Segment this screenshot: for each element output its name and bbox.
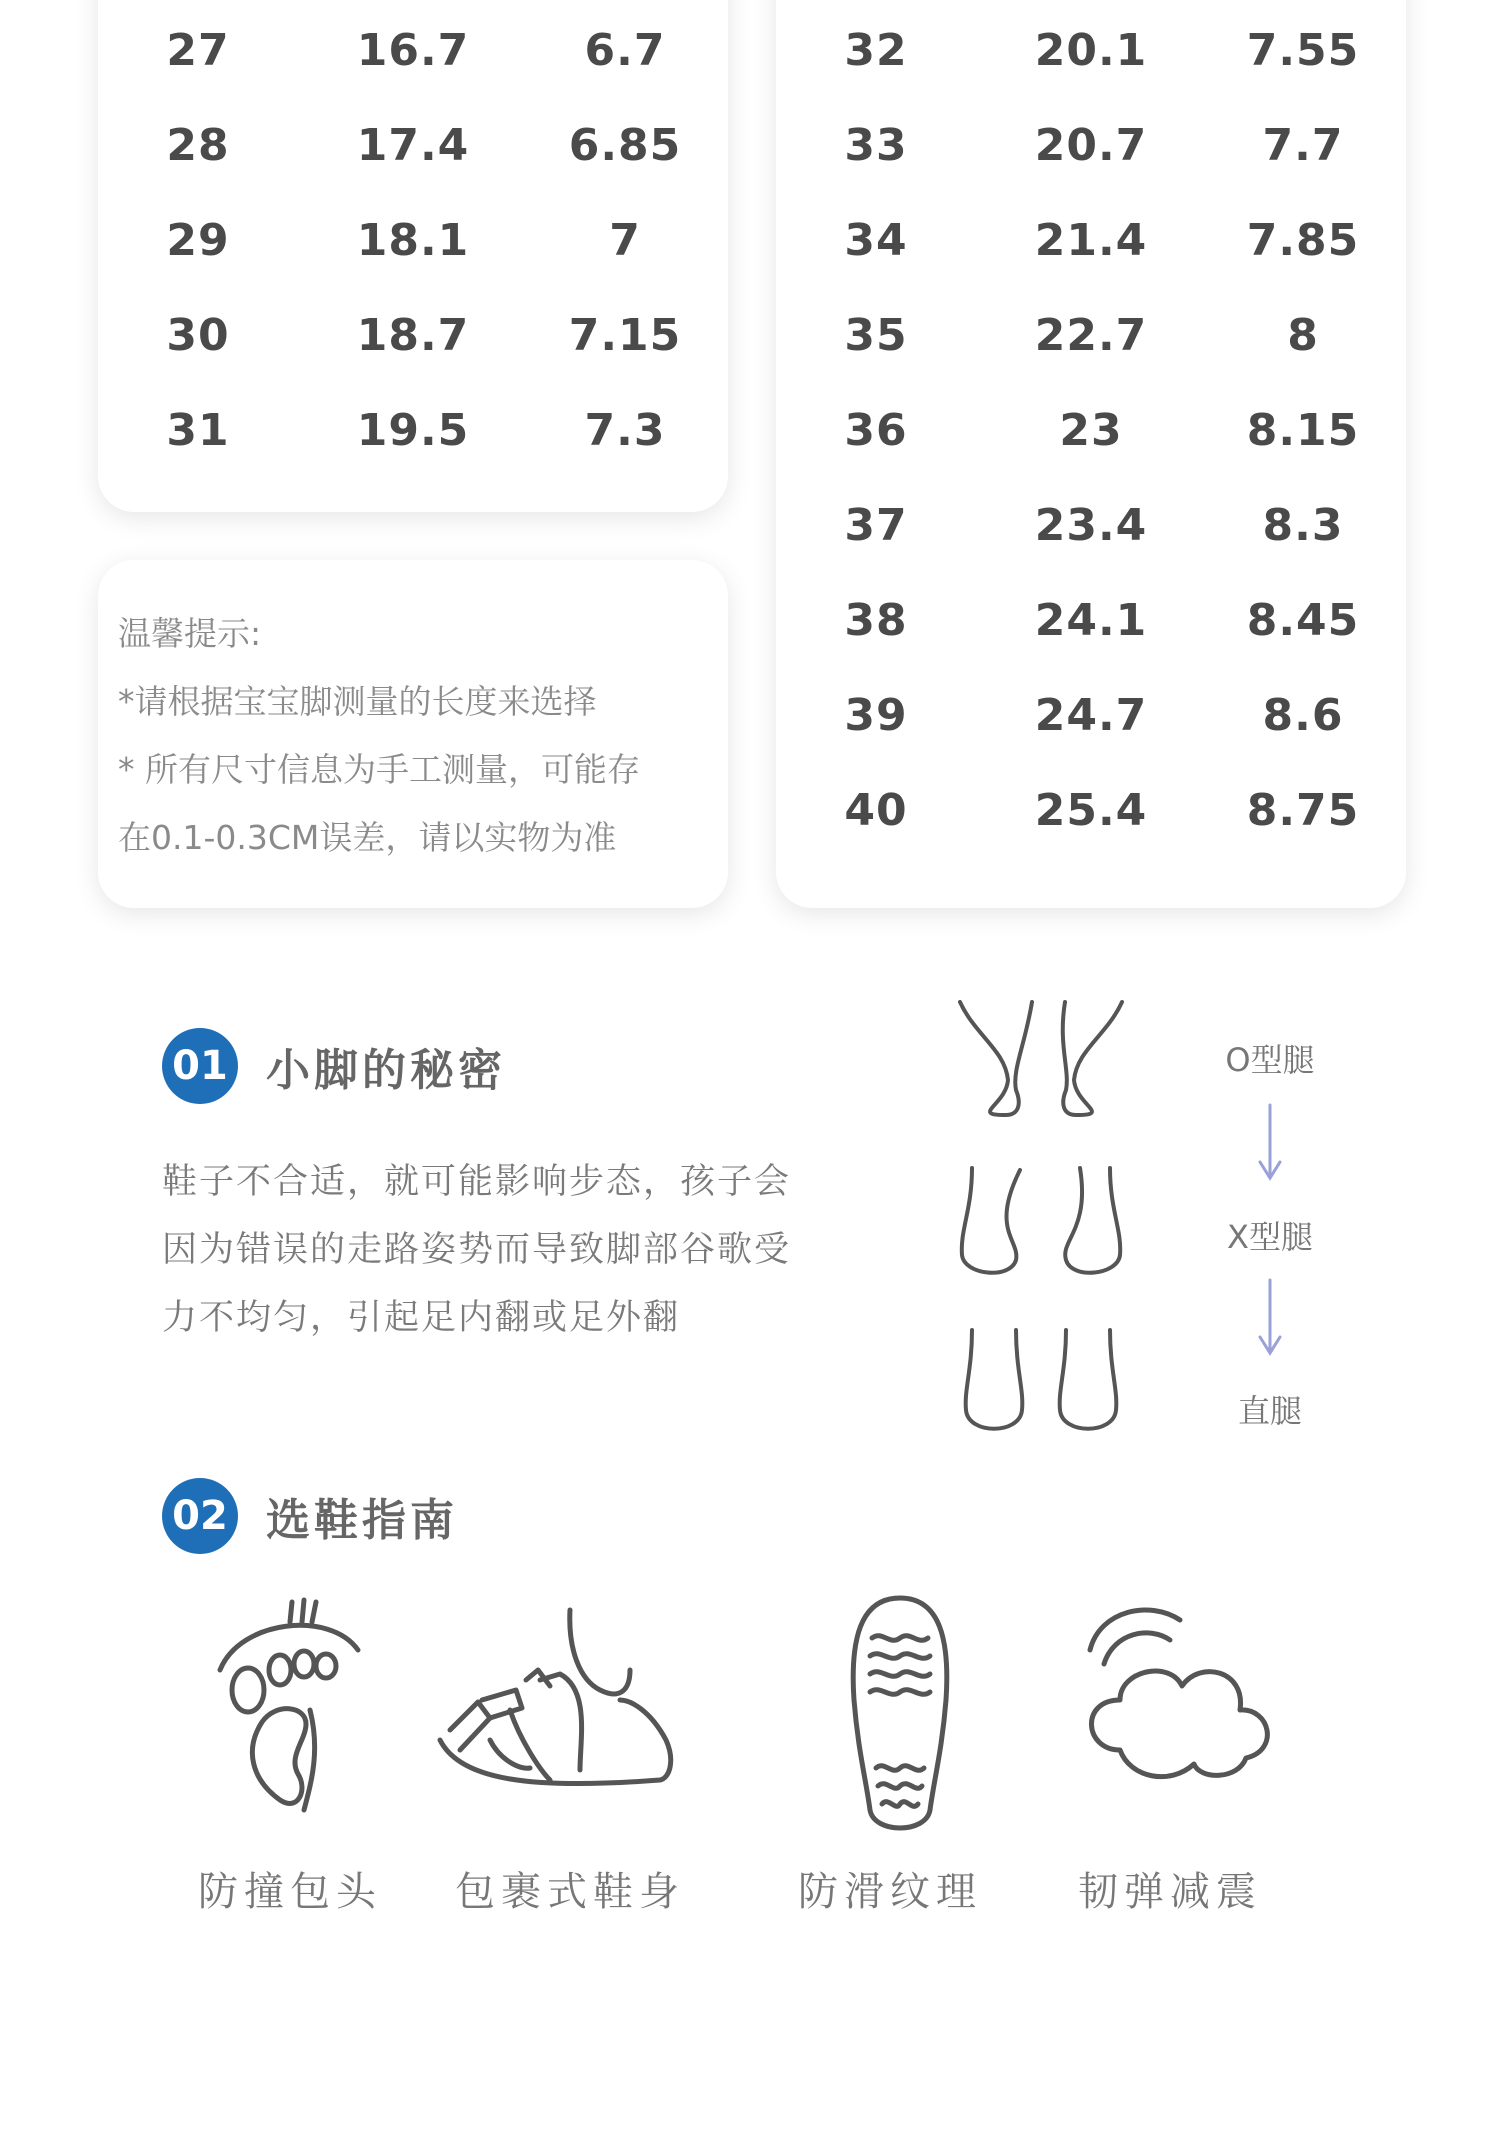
tips-title: 温馨提示: xyxy=(118,614,262,653)
table-row xyxy=(98,3,728,98)
section-number-badge: 02 xyxy=(162,1478,238,1554)
table-cell: 21.4 xyxy=(1034,215,1148,266)
table-cell: 24.1 xyxy=(1034,595,1148,646)
table-cell: 38 xyxy=(844,595,908,646)
table-row xyxy=(98,193,728,288)
table-cell: 8.45 xyxy=(1246,595,1360,646)
table-cell: 30 xyxy=(166,310,230,361)
table-row xyxy=(98,288,728,383)
table-cell: 7.55 xyxy=(1246,25,1360,76)
table-cell: 20.7 xyxy=(1034,120,1148,171)
table-row xyxy=(98,383,728,478)
feature-label: 包裹式鞋身 xyxy=(455,1869,685,1915)
o-leg-icon xyxy=(960,1002,1122,1115)
table-cell: 8.15 xyxy=(1246,405,1360,456)
table-row xyxy=(776,98,1406,193)
table-cell: 31 xyxy=(166,405,230,456)
feature-label: 防滑纹理 xyxy=(798,1869,982,1915)
table-row xyxy=(776,573,1406,668)
straight-leg-label: 直腿 xyxy=(1237,1392,1302,1430)
x-leg-icon xyxy=(962,1168,1120,1273)
table-cell: 36 xyxy=(844,405,908,456)
table-cell: 22.7 xyxy=(1034,310,1148,361)
table-cell: 7.85 xyxy=(1246,215,1360,266)
wrapped-shoe-icon xyxy=(430,1590,690,1830)
section-02-header xyxy=(162,1478,458,1554)
table-cell: 8 xyxy=(1287,310,1319,361)
section-title: 选鞋指南 xyxy=(266,1495,458,1546)
table-cell: 32 xyxy=(844,25,908,76)
table-row xyxy=(776,478,1406,573)
table-cell: 8.3 xyxy=(1262,500,1344,551)
table-cell: 7.7 xyxy=(1262,120,1344,171)
table-cell: 23 xyxy=(1059,405,1123,456)
table-cell: 39 xyxy=(844,690,908,741)
table-cell: 34 xyxy=(844,215,908,266)
arrow-down-icon xyxy=(1240,1100,1300,1360)
table-row xyxy=(776,668,1406,763)
table-cell: 16.7 xyxy=(356,25,470,76)
table-cell: 23.4 xyxy=(1034,500,1148,551)
table-cell: 18.1 xyxy=(356,215,470,266)
table-cell: 33 xyxy=(844,120,908,171)
table-cell: 19.5 xyxy=(356,405,470,456)
table-row xyxy=(776,763,1406,858)
table-cell: 29 xyxy=(166,215,230,266)
section-01-header xyxy=(162,1028,506,1104)
paragraph-line: 鞋子不合适，就可能影响步态，孩子会 xyxy=(162,1162,792,1202)
table-cell: 37 xyxy=(844,500,908,551)
section-number-badge: 01 xyxy=(162,1028,238,1104)
table-cell: 25.4 xyxy=(1034,785,1148,836)
size-table-right xyxy=(776,0,1406,908)
table-cell: 7.3 xyxy=(584,405,666,456)
table-row xyxy=(776,193,1406,288)
table-cell: 20.1 xyxy=(1034,25,1148,76)
table-cell: 6.85 xyxy=(568,120,682,171)
legs-illustration xyxy=(950,990,1190,1470)
table-cell: 8.6 xyxy=(1262,690,1344,741)
table-cell: 8.75 xyxy=(1246,785,1360,836)
table-cell: 27 xyxy=(166,25,230,76)
table-cell: 7.15 xyxy=(568,310,682,361)
feature-label: 防撞包头 xyxy=(198,1869,382,1915)
table-row xyxy=(98,98,728,193)
feature-label: 韧弹减震 xyxy=(1078,1869,1262,1915)
table-cell: 40 xyxy=(844,785,908,836)
cushion-cloud-icon xyxy=(1060,1590,1300,1810)
table-cell: 24.7 xyxy=(1034,690,1148,741)
table-cell: 35 xyxy=(844,310,908,361)
straight-leg-icon xyxy=(966,1330,1117,1429)
table-row xyxy=(776,3,1406,98)
table-cell: 17.4 xyxy=(356,120,470,171)
tips-card xyxy=(98,560,728,908)
tips-line: * 所有尺寸信息为手工测量，可能存 xyxy=(118,750,640,789)
table-cell: 18.7 xyxy=(356,310,470,361)
paragraph-line: 力不均匀，引起足内翻或足外翻 xyxy=(162,1298,681,1338)
tips-line: *请根据宝宝脚测量的长度来选择 xyxy=(118,682,597,721)
size-table-left xyxy=(98,0,728,512)
table-row xyxy=(776,383,1406,478)
section-01-paragraph xyxy=(162,1148,862,1352)
section-title: 小脚的秘密 xyxy=(266,1045,506,1096)
table-cell: 7 xyxy=(609,215,641,266)
o-leg-label: O型腿 xyxy=(1225,1041,1315,1079)
table-cell: 6.7 xyxy=(584,25,666,76)
paragraph-line: 因为错误的走路姿势而导致脚部谷歌受 xyxy=(162,1230,792,1270)
table-row xyxy=(776,288,1406,383)
toe-protection-icon xyxy=(160,1590,400,1830)
x-leg-label: X型腿 xyxy=(1227,1218,1313,1256)
tips-line: 在0.1-0.3CM误差，请以实物为准 xyxy=(118,818,617,857)
table-cell: 28 xyxy=(166,120,230,171)
anti-slip-sole-icon xyxy=(780,1590,1020,1840)
